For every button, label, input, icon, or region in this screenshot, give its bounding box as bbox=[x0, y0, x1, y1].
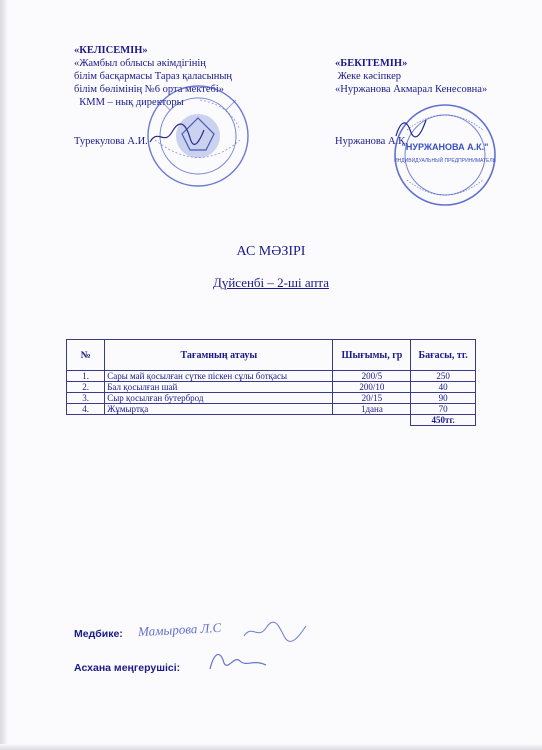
signature-icon bbox=[392, 112, 432, 142]
column-header: № bbox=[67, 340, 105, 371]
dish-name: Бал қосылған шай bbox=[105, 382, 333, 393]
signature-icon bbox=[146, 120, 206, 150]
dish-name: Сыр қосылған бутерброд bbox=[105, 393, 333, 404]
table-row bbox=[67, 393, 476, 404]
org-line: «Жамбыл облысы әкімдігінің bbox=[74, 58, 206, 69]
page-edge bbox=[0, 0, 8, 750]
price: 70 bbox=[411, 404, 476, 415]
price: 250 bbox=[411, 371, 476, 382]
signature-icon bbox=[204, 645, 274, 675]
row-number: 4. bbox=[67, 404, 105, 415]
column-header: Шығымы, гр bbox=[333, 340, 411, 371]
column-header: Бағасы, тг. bbox=[411, 340, 476, 371]
org-line: білім бөлімінің №6 орта мектебі» bbox=[74, 84, 225, 95]
page-edge bbox=[0, 744, 542, 750]
portion: 20/15 bbox=[333, 393, 411, 404]
table-row bbox=[67, 382, 476, 393]
agree-heading: «КЕЛІСЕМІН» bbox=[74, 45, 148, 56]
price: 90 bbox=[411, 393, 476, 404]
column-header: Тағамның атауы bbox=[105, 340, 333, 371]
left-signatory: Турекулова А.И. bbox=[74, 136, 148, 147]
table-total-row bbox=[67, 415, 476, 426]
entrepreneur-line: «Нуржанова Акмарал Кенесовна» bbox=[335, 84, 488, 95]
table-row bbox=[67, 371, 476, 382]
org-line: білім басқармасы Тараз қаласының bbox=[74, 71, 233, 82]
total-price: 450тг. bbox=[411, 415, 476, 426]
stamp-name: "НУРЖАНОВА А.К." bbox=[401, 142, 489, 152]
table-row bbox=[67, 404, 476, 415]
price: 40 bbox=[411, 382, 476, 393]
portion: 1дана bbox=[333, 404, 411, 415]
org-line: КММ – нық директоры bbox=[74, 97, 184, 108]
table-header-row bbox=[67, 340, 476, 371]
document-subtitle: Дүйсенбі – 2-ші апта bbox=[212, 275, 330, 290]
row-number: 2. bbox=[67, 382, 105, 393]
nurse-label: Медбике: bbox=[74, 628, 123, 640]
row-number: 1. bbox=[67, 371, 105, 382]
row-number: 3. bbox=[67, 393, 105, 404]
portion: 200/10 bbox=[333, 382, 411, 393]
right-signatory: Нуржанова А.К. bbox=[335, 136, 408, 147]
dish-name: Сары май қосылған сүтке піскен сұлы ботқасы bbox=[105, 371, 333, 382]
approve-heading: «БЕКІТЕМІН» bbox=[335, 58, 408, 69]
signature-icon bbox=[240, 620, 310, 644]
nurse-handwriting: Мамырова Л.С bbox=[137, 619, 222, 640]
dish-name: Жұмыртқа bbox=[105, 404, 333, 415]
portion: 200/5 bbox=[333, 371, 411, 382]
menu-table bbox=[66, 339, 476, 426]
document-title: АС МӘЗІРІ bbox=[236, 244, 306, 259]
kitchen-head-label: Асхана меңгерушісі: bbox=[74, 662, 181, 674]
entrepreneur-line: Жеке кәсіпкер bbox=[335, 71, 401, 82]
stamp-subtext: ИНДИВИДУАЛЬНЫЙ ПРЕДПРИНИМАТЕЛЬ bbox=[394, 158, 496, 164]
